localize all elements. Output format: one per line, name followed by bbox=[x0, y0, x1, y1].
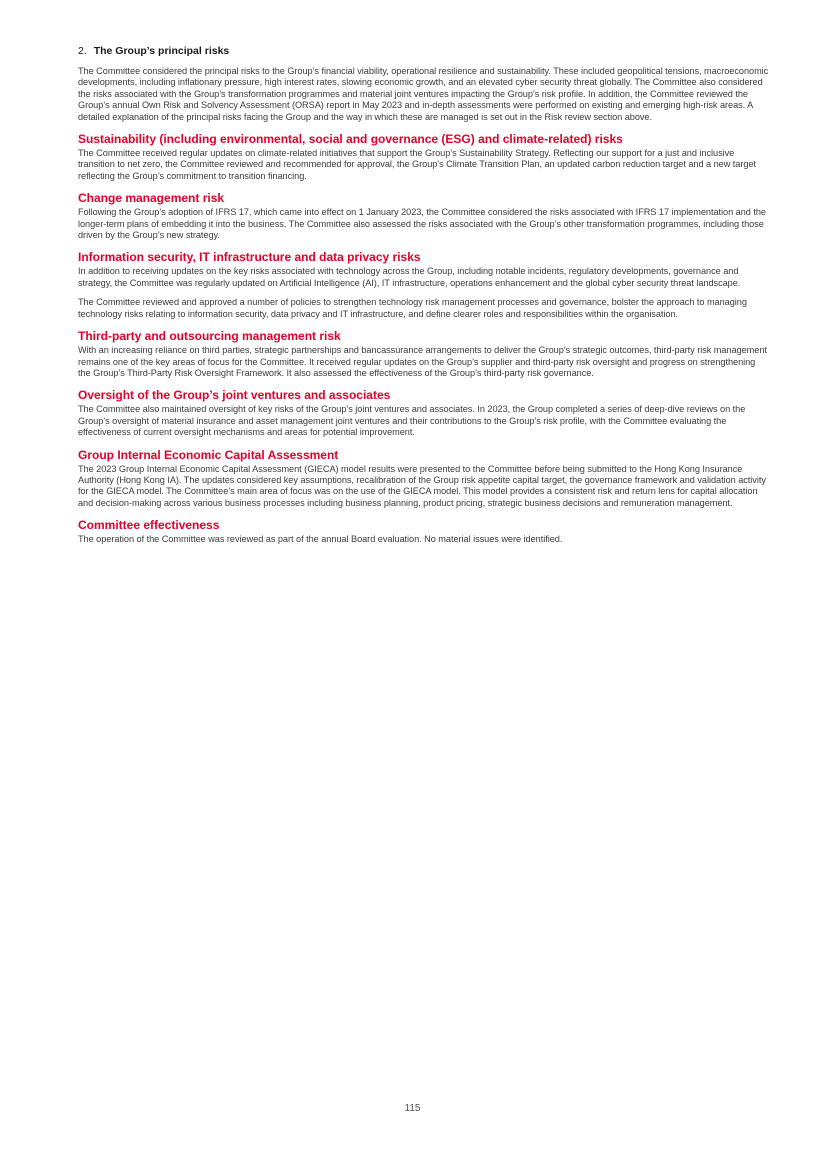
section-title bbox=[78, 45, 770, 58]
heading-gieca: Group Internal Economic Capital Assessment bbox=[78, 447, 339, 462]
paragraph-information-security-2: The Committee reviewed and approved a number of policies to strengthen technology risk management processes and governance, bolster the approach to managing technology risks relating to information security, data privacy and IT infrastructure, and define clearer roles and responsibilities within the organisation. bbox=[78, 297, 747, 319]
heading-sustainability: Sustainability (including environmental, social and governance (ESG) and climate-related) risks bbox=[78, 132, 623, 147]
paragraph-change-management: Following the Group’s adoption of IFRS 17, which came into effect on 1 January 2023, the Committee considered the risks associated with IFRS 17 implementation and the longer-term plans of embedding it into the business. The Committee also assessed the risks associated with the Group’s other transformation programmes, including those driven by the Group’s new strategy. bbox=[78, 207, 766, 241]
heading-information-security: Information security, IT infrastructure and data privacy risks bbox=[78, 250, 421, 265]
heading-joint-ventures: Oversight of the Group’s joint ventures and associates bbox=[78, 388, 391, 403]
page-content bbox=[78, 45, 770, 554]
paragraph-third-party: With an increasing reliance on third parties, strategic partnerships and bancassurance arrangements to deliver the Group’s strategic outcomes, third-party risk management remains one of the key areas of focus for the Committee. It received regular updates on the Group’s supplier and third-party risk oversight and progress on strengthening the Group’s Third-Party Risk Oversight Framework. It also assessed the effectiveness of the Group’s third-party risk governance. bbox=[78, 345, 767, 378]
paragraph-gieca: The 2023 Group Internal Economic Capital Assessment (GIECA) model results were presented to the Committee before being submitted to the Hong Kong Insurance Authority (Hong Kong IA). The updates considered key assumptions, recalibration of the Group risk appetite capital target, the governance framework and validation activity for the GIECA model. The Committee’s main area of focus was on the use of the GIECA model. This model provides a consistent risk and return lens for capital allocation and decision-making across various business processes including business planning, product pricing, strategic business decisions and remuneration management. bbox=[78, 463, 766, 508]
page-number: 115 bbox=[404, 1103, 421, 1114]
paragraph-information-security-1: In addition to receiving updates on the key risks associated with technology across the Group, including notable incidents, regulatory developments, governance and strategy, the Committee was regularly updated on Artificial Intelligence (AI), IT infrastructure, operations enhancement and the global cyber security threat landscape. bbox=[78, 266, 741, 288]
paragraph-sustainability: The Committee received regular updates on climate-related initiatives that support the Group’s Sustainability Strategy. Reflecting our support for a just and inclusive transition to net zero, the Committee reviewed and recommended for approval, the Group’s Climate Transition Plan, an updated carbon reduction target and a new target reflecting the Group’s commitment to transition financing. bbox=[78, 148, 756, 181]
paragraph-committee-effectiveness: The operation of the Committee was reviewed as part of the annual Board evaluation. No material issues were identified. bbox=[78, 534, 563, 545]
intro-paragraph: The Committee considered the principal risks to the Group’s financial viability, operational resilience and sustainability. These included geopolitical tensions, macroeconomic developments, including inflationary pressure, high interest rates, slowing economic growth, and an elevated cyber security threat globally. The Committee also considered the risks associated with the Group’s transformation programmes and material joint ventures impacting the Group’s risk profile. In addition, the Committee reviewed the Group’s annual Own Risk and Solvency Assessment (ORSA) report in May 2023 and in-depth assessments were performed on existing and emerging high-risk areas. A detailed explanation of the principal risks facing the Group and the way in which these are managed is set out in the Risk review section above. bbox=[78, 66, 769, 122]
paragraph-joint-ventures: The Committee also maintained oversight of key risks of the Group’s joint ventures and associates. In 2023, the Group completed a series of deep-dive reviews on the Group’s oversight of material insurance and asset management joint ventures and their contributions to the Group’s risk profile, with the Committee evaluating the effectiveness of current oversight mechanisms and areas for potential improvement. bbox=[78, 404, 746, 438]
section-heading: The Group’s principal risks bbox=[93, 45, 230, 57]
heading-third-party: Third-party and outsourcing management risk bbox=[78, 329, 341, 344]
heading-committee-effectiveness: Committee effectiveness bbox=[78, 518, 220, 533]
heading-change-management: Change management risk bbox=[78, 191, 225, 206]
section-number: 2. bbox=[78, 45, 87, 57]
